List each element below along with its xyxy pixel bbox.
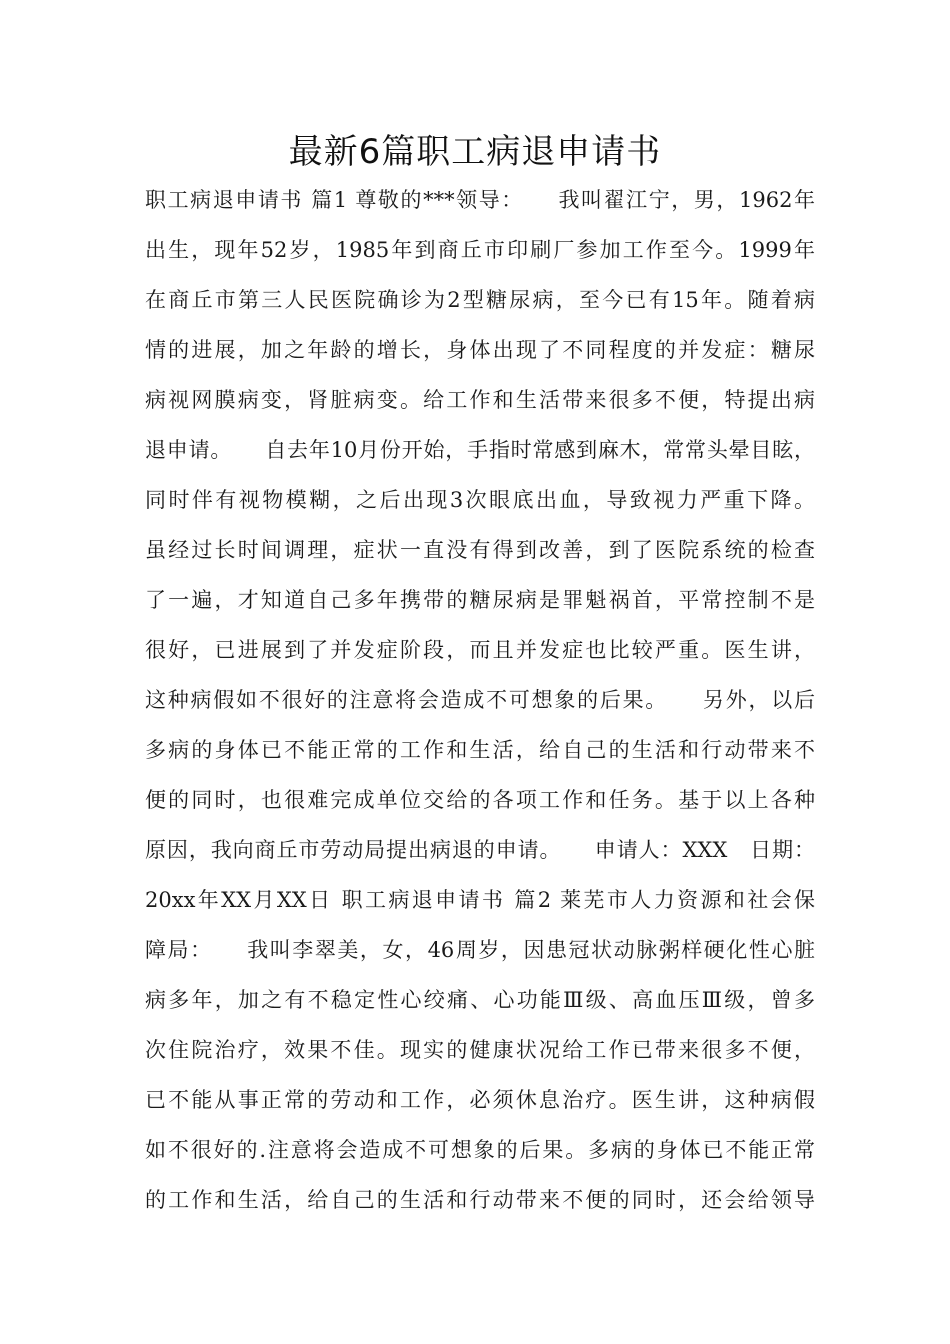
body-line: 在商丘市第三人民医院确诊为2型糖尿病，至今已有15年。随着病 (145, 288, 815, 312)
document-title: 最新6篇职工病退申请书 (288, 132, 662, 172)
body-line: 的工作和生活，给自己的生活和行动带来不便的同时，还会给领导 (145, 1188, 815, 1212)
body-line: 病多年，加之有不稳定性心绞痛、心功能Ⅲ级、高血压Ⅲ级，曾多 (145, 988, 815, 1012)
body-line: 便的同时，也很难完成单位交给的各项工作和任务。基于以上各种 (145, 788, 815, 812)
body-line: 原因，我向商丘市劳动局提出病退的申请。 申请人：XXX 日期： (145, 838, 815, 862)
body-line: 同时伴有视物模糊，之后出现3次眼底出血，导致视力严重下降。 (145, 488, 815, 512)
body-line: 病视网膜病变，肾脏病变。给工作和生活带来很多不便，特提出病 (145, 388, 815, 412)
body-line: 出生，现年52岁，1985年到商丘市印刷厂参加工作至今。1999年 (145, 238, 815, 262)
body-line: 职工病退申请书 篇1 尊敬的***领导： 我叫翟江宁，男，1962年 (145, 188, 815, 212)
body-line: 已不能从事正常的劳动和工作，必须休息治疗。医生讲，这种病假 (145, 1088, 815, 1112)
body-line: 多病的身体已不能正常的工作和生活，给自己的生活和行动带来不 (145, 738, 815, 762)
body-line: 障局： 我叫李翠美，女，46周岁，因患冠状动脉粥样硬化性心脏 (145, 938, 815, 962)
body-line: 退申请。 自去年10月份开始，手指时常感到麻木，常常头晕目眩， (145, 438, 815, 462)
body-line: 虽经过长时间调理，症状一直没有得到改善，到了医院系统的检查 (145, 538, 815, 562)
body-line: 情的进展，加之年龄的增长，身体出现了不同程度的并发症：糖尿 (145, 338, 815, 362)
body-line: 如不很好的.注意将会造成不可想象的后果。多病的身体已不能正常 (145, 1138, 815, 1162)
body-line: 20xx年XX月XX日 职工病退申请书 篇2 莱芜市人力资源和社会保 (145, 888, 815, 912)
body-line: 次住院治疗，效果不佳。现实的健康状况给工作已带来很多不便， (145, 1038, 815, 1062)
document-body (145, 182, 815, 1232)
body-line: 了一遍，才知道自己多年携带的糖尿病是罪魁祸首，平常控制不是 (145, 588, 815, 612)
body-line: 这种病假如不很好的注意将会造成不可想象的后果。 另外，以后 (145, 688, 815, 712)
body-line: 很好，已进展到了并发症阶段，而且并发症也比较严重。医生讲， (145, 638, 815, 662)
